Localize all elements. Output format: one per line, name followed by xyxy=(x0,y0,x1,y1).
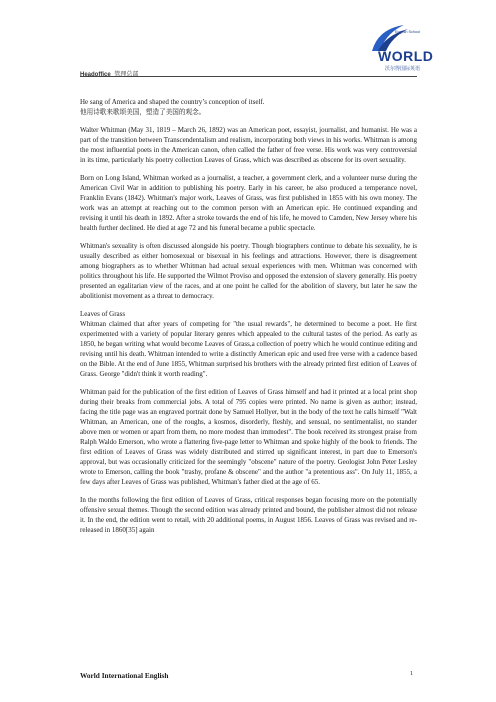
leaves-of-grass-section xyxy=(80,310,417,380)
intro-english: He sang of America and shaped the country’s conception of itself. xyxy=(80,98,265,106)
header-divider xyxy=(80,76,417,77)
logo-subtitle: English School xyxy=(395,30,421,34)
footer-title: World International English xyxy=(80,671,169,680)
intro-paragraph xyxy=(80,98,417,118)
logo-chinese-name: 沃尔得国际英语 xyxy=(385,66,421,72)
section-text: Whitman claimed that after years of competing for "the usual rewards", he determined to become a poet. He first experimented with a variety of popular literary genres which appealed to the cultural tastes of the period. As early as 1850, he began writing what would become Leaves of Grass,a collection of poetry which he would continue editing and revising until his death. Whitman intended to write a distinctly American epic and used free verse with a cadence based on the Bible. At the end of June 1855, Whitman surprised his brothers with the already printed first edition of Leaves of Grass. George "didn't think it worth reading". xyxy=(80,320,417,379)
header-office-en: Headoffice xyxy=(80,72,111,78)
publication-paragraph: Whitman paid for the publication of the first edition of Leaves of Grass himself and had it printed at a local print shop during their breaks from commercial jobs. A total of 795 copies were printed. No name is given as author; instead, facing the title page was an engraved portrait done by Samuel Hollyer, but in the body of the text he calls himself "Walt Whitman, an American, one of the roughs, a kosmos, disorderly, fleshly, and sensual, no sentimentalist, no stander above men or women or apart from them, no more modest than immodest". The book received its strongest praise from Ralph Waldo Emerson, who wrote a flattering five-page letter to Whitman and spoke highly of the book to friends. The first edition of Leaves of Grass was widely distributed and stirred up significant interest, in part due to Emerson's approval, but was occasionally criticized for the seemingly "obscene" nature of the poetry. Geologist John Peter Lesley wrote to Emerson, calling the book "trashy, profane & obscene" and the author "a pretentious ass". On July 11, 1855, a few days after Leaves of Grass was published, Whitman's father died at the age of 65. xyxy=(80,388,417,486)
document-body xyxy=(80,98,417,544)
world-logo xyxy=(364,21,434,72)
page-number: 1 xyxy=(410,671,413,677)
header-office-cn: 管理总部 xyxy=(114,72,139,78)
reception-paragraph: In the months following the first edition of Leaves of Grass, critical responses began focusing more on the potentially offensive sexual themes. Though the second edition was already printed and bound, the publisher almost did not release it. In the end, the edition went to retail, with 20 additional poems, in August 1856. Leaves of Grass was revised and re-released in 1860[35] again xyxy=(80,496,417,534)
biography-paragraph: Walter Whitman (May 31, 1819 – March 26, 1892) was an American poet, essayist, journalist, and humanist. He was a part of the transition between Transcendentalism and realism, incorporating both views in his works. Whitman is among the most influential poets in the American canon, often called the father of free verse. His work was very controversial in its time, particularly his poetry collection Leaves of Grass, which was described as obscene for its overt sexuality. xyxy=(80,126,417,165)
career-paragraph: Born on Long Island, Whitman worked as a journalist, a teacher, a government clerk, and a volunteer nurse during the American Civil War in addition to publishing his poetry. Early in his career, he also produced a temperance novel, Franklin Evans (1842). Whitman's major work, Leaves of Grass, was first published in 1855 with his own money. The work was an attempt at reaching out to the common person with an American epic. He continued expanding and revising it until his death in 1892. After a stroke towards the end of his life, he moved to Camden, New Jersey where his health further declined. He died at age 72 and his funeral became a public spectacle. xyxy=(80,174,417,233)
sexuality-politics-paragraph: Whitman's sexuality is often discussed alongside his poetry. Though biographers continue to debate his sexuality, he is usually described as either homosexual or bisexual in his feelings and attractions. However, there is disagreement among biographers as to whether Whitman had actual sexual experiences with men. Whitman was concerned with politics throughout his life. He supported the Wilmot Proviso and opposed the extension of slavery generally. His poetry presented an egalitarian view of the races, and at one point he called for the abolition of slavery, but later he saw the abolitionist movement as a threat to democracy. xyxy=(80,242,417,301)
section-heading: Leaves of Grass xyxy=(80,310,126,319)
intro-chinese: 他用诗歌来歌颂美国，塑造了美国的观念。 xyxy=(80,107,206,116)
logo-wordmark: WORLD xyxy=(378,48,434,64)
